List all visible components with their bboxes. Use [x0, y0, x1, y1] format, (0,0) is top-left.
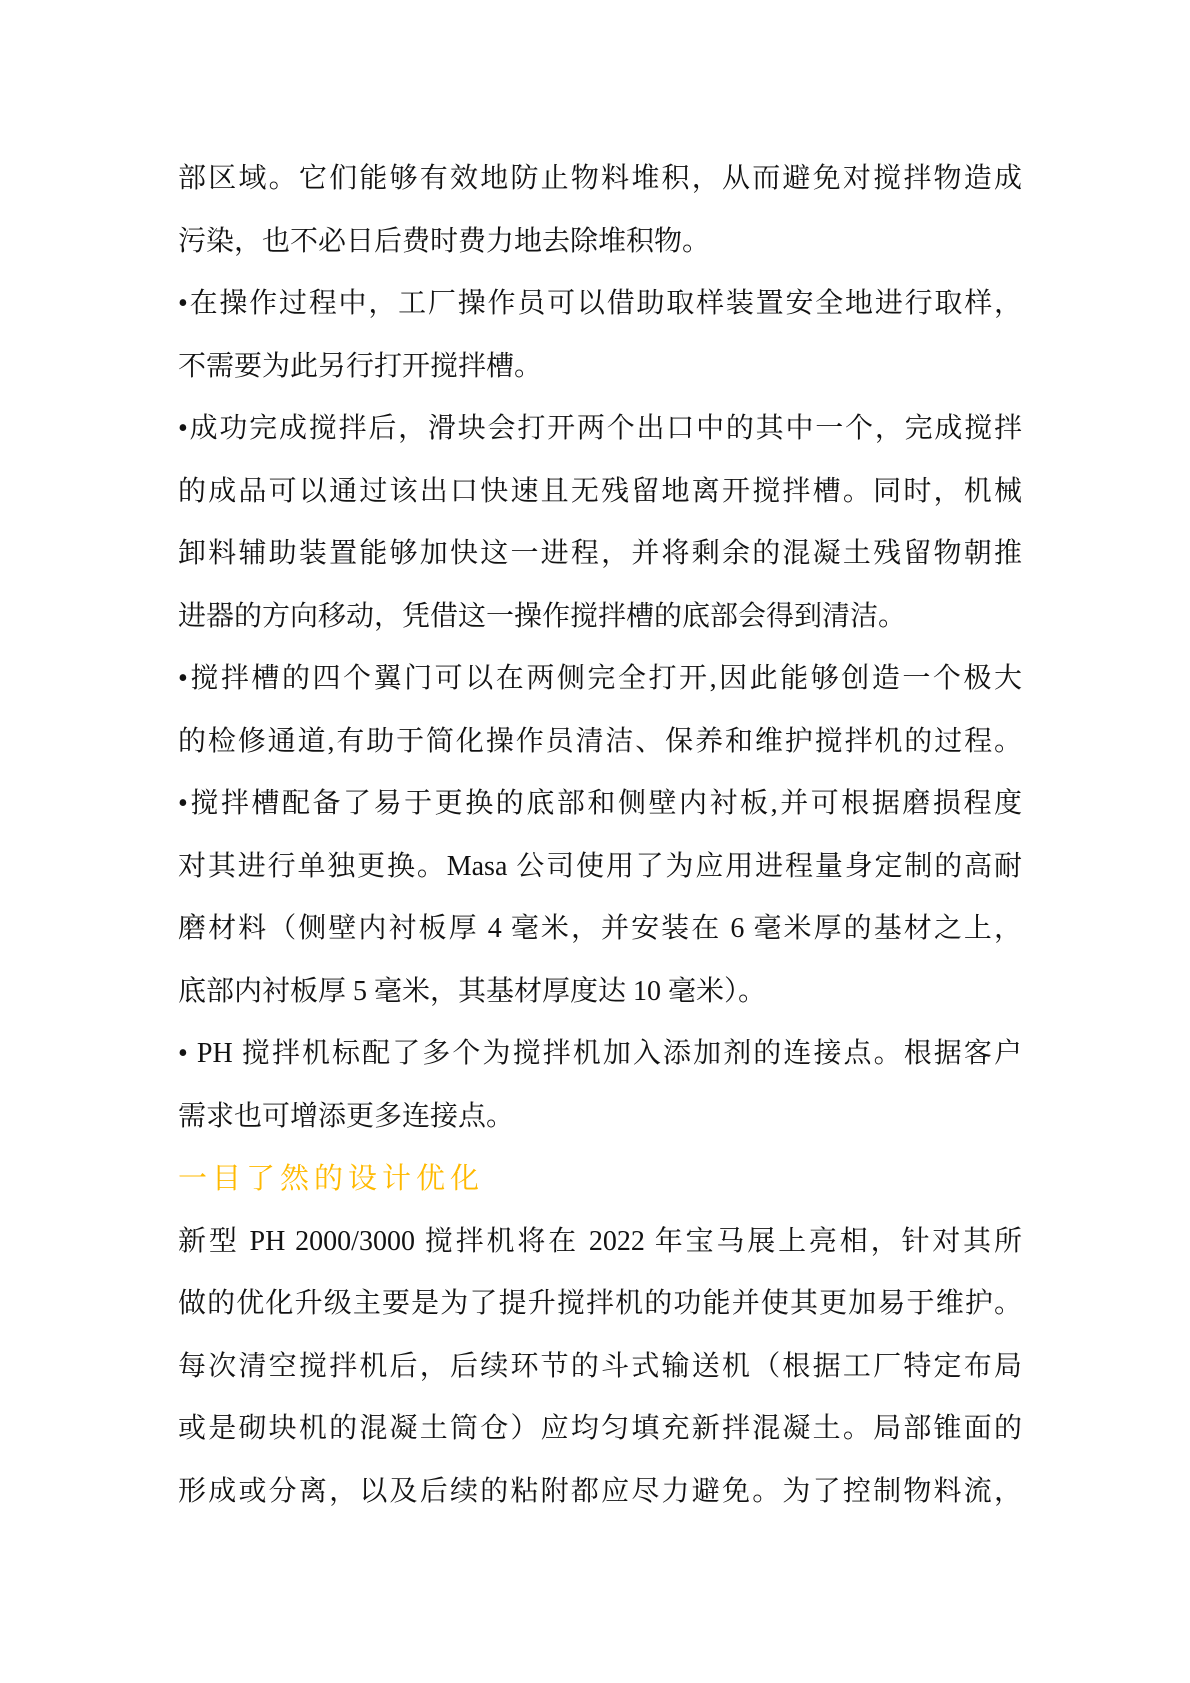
- text-line: 形成或分离，以及后续的粘附都应尽力避免。为了控制物料流，: [178, 1475, 1022, 1507]
- text-line: •搅拌槽配备了易于更换的底部和侧壁内衬板,并可根据磨损程度: [178, 788, 1022, 819]
- text-line: 对其进行单独更换。Masa 公司使用了为应用进程量身定制的高耐: [178, 850, 1022, 882]
- text-column: [178, 148, 1022, 1523]
- text-line: •搅拌槽的四个翼门可以在两侧完全打开,因此能够创造一个极大: [178, 663, 1022, 694]
- text-line: 卸料辅助装置能够加快这一进程，并将剩余的混凝土残留物朝推: [178, 538, 1022, 569]
- text-line: 不需要为此另行打开搅拌槽。: [178, 350, 543, 382]
- text-line: 污染，也不必日后费时费力地去除堆积物。: [178, 225, 711, 257]
- text-line: 新型 PH 2000/3000 搅拌机将在 2022 年宝马展上亮相，针对其所: [178, 1225, 1022, 1257]
- text-line: 或是砌块机的混凝土筒仓）应均匀填充新拌混凝土。局部锥面的: [178, 1413, 1022, 1444]
- text-line: 的成品可以通过该出口快速且无残留地离开搅拌槽。同时，机械: [178, 475, 1022, 507]
- text-line: •成功完成搅拌后，滑块会打开两个出口中的其中一个，完成搅拌: [178, 413, 1022, 444]
- text-line: 底部内衬板厚 5 毫米，其基材厚度达 10 毫米）。: [178, 975, 767, 1007]
- text-line: 部区域。它们能够有效地防止物料堆积，从而避免对搅拌物造成: [178, 163, 1022, 194]
- text-line: 进器的方向移动，凭借这一操作搅拌槽的底部会得到清洁。: [178, 600, 907, 632]
- text-line: • PH 搅拌机标配了多个为搅拌机加入添加剂的连接点。根据客户: [178, 1038, 1022, 1069]
- text-line: 每次清空搅拌机后，后续环节的斗式输送机（根据工厂特定布局: [178, 1350, 1022, 1382]
- text-line: 磨材料（侧壁内衬板厚 4 毫米，并安装在 6 毫米厚的基材之上，: [178, 913, 1022, 944]
- text-line: 的检修通道,有助于简化操作员清洁、保养和维护搅拌机的过程。: [178, 725, 1022, 757]
- text-line: •在操作过程中，工厂操作员可以借助取样装置安全地进行取样，: [178, 288, 1022, 319]
- text-line: 需求也可增添更多连接点。: [178, 1100, 515, 1132]
- section-heading: 一目了然的设计优化: [178, 1163, 485, 1195]
- text-line: 做的优化升级主要是为了提升搅拌机的功能并使其更加易于维护。: [178, 1288, 1022, 1319]
